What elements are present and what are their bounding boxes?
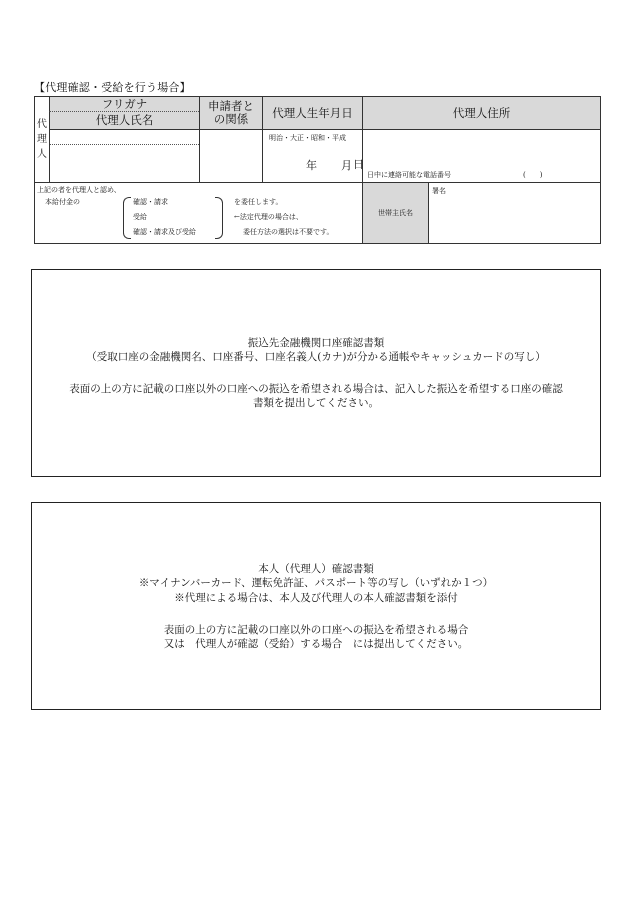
day-label: 日 (353, 158, 364, 171)
consent-cell (35, 182, 362, 243)
left-brace (123, 197, 131, 239)
phone-parens: ( ) (523, 171, 543, 179)
birthdate-cell[interactable] (262, 129, 362, 182)
proxy-table (34, 96, 601, 244)
bank-document-box (31, 269, 601, 477)
birthdate-header: 代理人生年月日 (262, 97, 362, 129)
legal-note-2: 委任方法の選択は不要です。 (243, 228, 334, 236)
address-header: 代理人住所 (362, 97, 600, 129)
right-brace (215, 197, 223, 239)
bank-box-note-1: 表面の上の方に記載の口座以外の口座への振込を希望される場合は、記入した振込を希望する口座の確認 (69, 383, 563, 395)
id-box-line-1: ※マイナンバーカード、運転免許証、パスポート等の写し（いずれか１つ） (138, 577, 494, 589)
option-confirm-claim-receive[interactable]: 確認・請求及び受給 (133, 228, 196, 236)
proxy-side-label (35, 97, 49, 182)
id-box-line-2: ※代理による場合は、本人及び代理人の本人確認書類を添付 (174, 592, 458, 604)
proxy-name-cell[interactable] (49, 129, 199, 182)
phone-label: 日中に連絡可能な電話番号 (367, 171, 451, 179)
era-options: 明治・大正・昭和・平成 (269, 134, 346, 142)
side-char-3: 人 (37, 149, 47, 160)
bank-box-title: 振込先金融機関口座確認書類 (247, 337, 385, 349)
address-cell[interactable] (362, 129, 600, 182)
id-box-line-4: 又は 代理人が確認（受給）する場合 には提出してください。 (163, 638, 469, 650)
relation-header: 申請者との関係 (199, 97, 262, 129)
side-char-1: 代 (37, 119, 47, 130)
option-receive[interactable]: 受給 (133, 213, 147, 221)
consent-line1: 上記の者を代理人と認め、 (37, 186, 121, 194)
side-char-2: 理 (37, 134, 47, 145)
month-label: 月 (341, 159, 352, 172)
householder-header (362, 182, 428, 243)
id-box-line-3: 表面の上の方に記載の口座以外の口座への振込を希望される場合 (163, 624, 469, 636)
name-header: 代理人氏名 (49, 112, 199, 129)
consent-line2: 本給付金の (45, 198, 80, 206)
delegate-text: を委任します。 (234, 198, 283, 206)
id-document-box (31, 502, 601, 710)
id-box-title: 本人（代理人）確認書類 (258, 563, 374, 575)
householder-label: 世帯主氏名 (378, 209, 413, 217)
year-label: 年 (306, 159, 317, 172)
bank-box-note-2: 書類を提出してください。 (253, 397, 379, 409)
signature-cell[interactable] (428, 182, 600, 243)
furigana-divider (50, 144, 199, 145)
relation-cell[interactable] (199, 129, 262, 182)
bank-box-subtitle: （受取口座の金融機関名、口座番号、口座名義人(カナ)が分かる通帳やキャッシュカードの写し） (86, 351, 546, 363)
option-confirm-claim[interactable]: 確認・請求 (133, 198, 168, 206)
furigana-header: フリガナ (49, 97, 199, 112)
signature-label: 署名 (432, 187, 446, 195)
legal-note-1: ←法定代理の場合は、 (234, 213, 303, 221)
section-title: 【代理確認・受給を行う場合】 (34, 81, 191, 94)
